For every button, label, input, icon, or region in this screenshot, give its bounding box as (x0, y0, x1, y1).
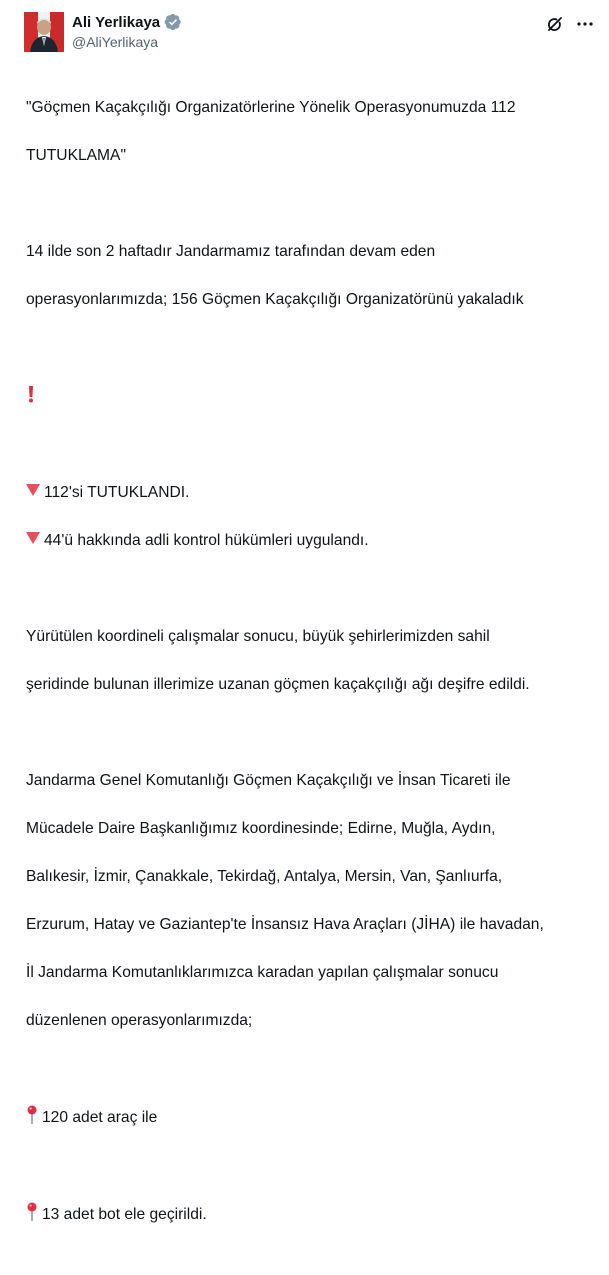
display-name[interactable]: Ali Yerlikaya (72, 13, 161, 31)
seized-line (26, 1154, 596, 1227)
grok-icon[interactable] (545, 14, 565, 34)
tweet-line: 13 adet bot ele geçirildi. (42, 1206, 207, 1223)
author-names (72, 12, 182, 52)
tweet-paragraph-title (26, 72, 596, 192)
tweet-line: şeridinde bulunan illerimize uzanan göçmen kaçakçılığı ağı deşifre edildi. (26, 676, 530, 693)
handle[interactable]: @AliYerlikaya (72, 34, 159, 50)
tweet-paragraph-summary (26, 216, 596, 433)
tweet-line: 44'ü hakkında adli kontrol hükümleri uygulandı. (44, 532, 369, 549)
exclamation-icon (26, 360, 36, 380)
tweet-paragraph-details (26, 745, 596, 1251)
tweet-line: Balıkesir, İzmir, Çanakkale, Tekirdağ, Antalya, Mersin, Van, Şanlıurfa, (26, 868, 503, 885)
tweet-line: operasyonlarımızda; 156 Göçmen Kaçakçılığı Organizatörünü yakaladık (26, 291, 524, 308)
tweet-paragraph-results (26, 457, 596, 577)
exclamation-line (26, 336, 596, 409)
tweet-line: İl Jandarma Komutanlıklarımızca karadan yapılan çalışmalar sonucu (26, 964, 499, 981)
red-triangle-icon (26, 484, 40, 496)
more-options-icon[interactable] (575, 14, 595, 34)
verified-badge-icon[interactable] (164, 13, 182, 31)
tweet-line: 14 ilde son 2 haftadır Jandarmamız tarafından devam eden (26, 243, 436, 260)
tweet-line: 120 adet araç ile (42, 1109, 158, 1126)
tweet-line: Mücadele Daire Başkanlığımız koordinesinde; Edirne, Muğla, Aydın, (26, 820, 496, 837)
result-line (26, 529, 596, 553)
round-pushpin-icon (26, 1081, 38, 1101)
tweet-line: Erzurum, Hatay ve Gaziantep'te İnsansız Hava Araçları (JİHA) ile havadan, (26, 916, 544, 933)
result-line (26, 481, 596, 505)
seized-line (26, 1057, 596, 1130)
tweet-line: TUTUKLAMA" (26, 147, 126, 164)
tweet-line: "Göçmen Kaçakçılığı Organizatörlerine Yönelik Operasyonumuzda 112 (26, 99, 516, 116)
tweet-line: Jandarma Genel Komutanlığı Göçmen Kaçakçılığı ve İnsan Ticareti ile (26, 772, 511, 789)
tweet-header (24, 12, 182, 52)
tweet-line: 112'si TUTUKLANDI. (44, 484, 190, 501)
tweet-text (26, 72, 596, 1275)
tweet-line: Yürütülen koordineli çalışmalar sonucu, büyük şehirlerimizden sahil (26, 628, 490, 645)
tweet-paragraph-network (26, 601, 596, 721)
name-row (72, 12, 182, 32)
tweet-line: düzenlenen operasyonlarımızda; (26, 1012, 253, 1029)
avatar[interactable] (24, 12, 64, 52)
red-triangle-icon (26, 532, 40, 544)
round-pushpin-icon (26, 1178, 38, 1198)
